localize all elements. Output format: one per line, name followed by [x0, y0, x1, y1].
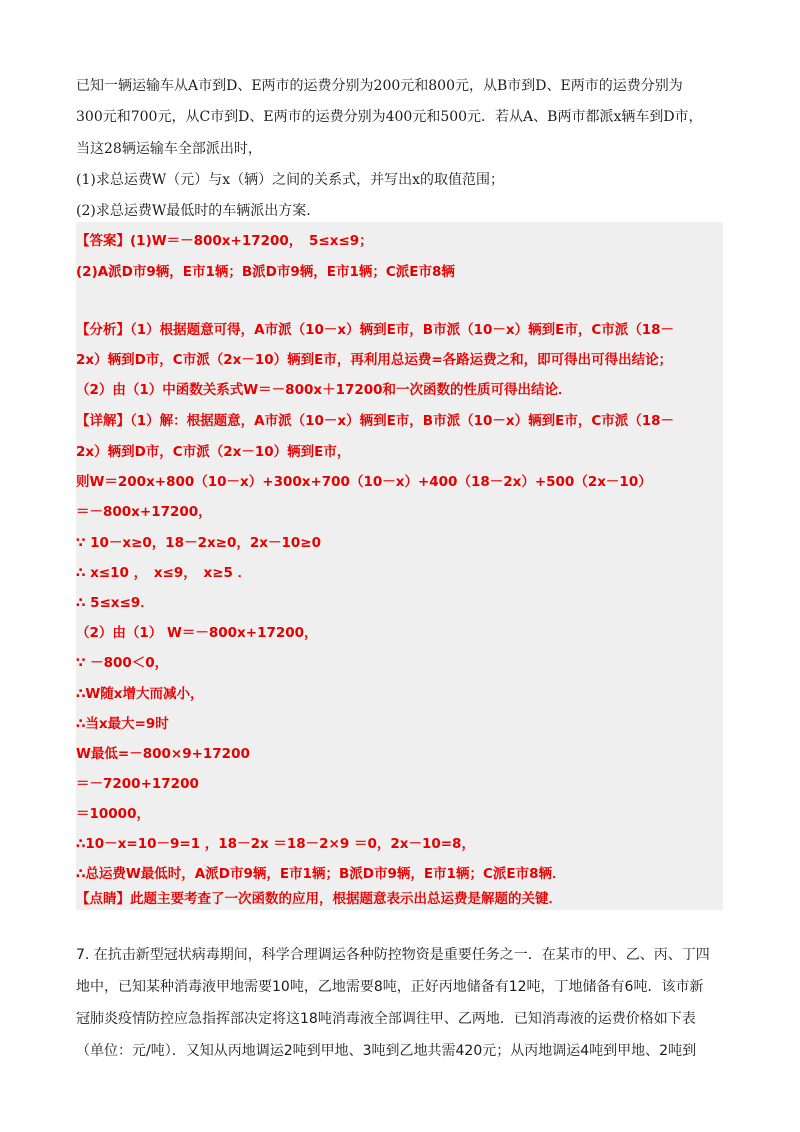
- analysis-line-2: 2x）辆到D市，C市派（2x－10）辆到E市，再利用总运费=各路运费之和，即可得出可得出结论；: [76, 352, 673, 368]
- detail-line-13: ＝－7200+17200: [76, 776, 199, 792]
- problem6-question-2: (2)求总运费W最低时的车辆派出方案．: [76, 203, 321, 219]
- detail-line-2: 2x）辆到D市，C市派（2x－10）辆到E市，: [76, 444, 351, 460]
- detail-line-8: （2）由（1） W＝－800x+17200，: [76, 625, 318, 641]
- problem6-line-3: 当这28辆运输车全部派出时，: [76, 141, 262, 157]
- problem7-line-4: （单位：元/吨）．又知从丙地调运2吨到甲地、3吨到乙地共需420元；从丙地调运4吨到甲地、2吨到: [76, 1043, 697, 1059]
- detail-line-11: ∴当x最大=9时: [76, 716, 169, 732]
- problem7-line-2: 地中，已知某种消毒液甲地需要10吨，乙地需要8吨，正好丙地储备有12吨，丁地储备有6吨．该市新: [76, 979, 704, 995]
- analysis-line-1: 【分析】（1）根据题意可得，A市派（10－x）辆到E市，B市派（10－x）辆到E市，C市派（18－: [76, 322, 675, 338]
- problem6-line-1: 已知一辆运输车从A市到D、E两市的运费分别为200元和800元，从B市到D、E两市的运费分别为: [76, 78, 683, 94]
- problem6-question-1: (1)求总运费W（元）与x（辆）之间的关系式，并写出x的取值范围；: [76, 172, 505, 188]
- detail-line-15: ∴10－x=10－9=1 ，18－2x ＝18－2×9 ＝0，2x－10=8，: [76, 836, 475, 852]
- detail-line-12: W最低=－800×9+17200: [76, 746, 250, 762]
- problem7-line-1: 7. 在抗击新型冠状病毒期间，科学合理调运各种防控物资是重要任务之一．在某市的甲、乙、丙、丁四: [76, 947, 710, 963]
- detail-line-9: ∵ －800＜0，: [76, 655, 169, 671]
- problem7-line-3: 冠肺炎疫情防控应急指挥部决定将这18吨消毒液全部调往甲、乙两地．已知消毒液的运费价格如下表: [76, 1011, 696, 1027]
- detail-line-4: ＝－800x+17200，: [76, 504, 212, 520]
- detail-line-3: 则W＝200x+800（10－x）+300x+700（10－x）+400（18－2x）+500（2x－10）: [76, 474, 652, 490]
- detail-line-6: ∴ x≤10 ， x≤9， x≥5 ．: [76, 565, 252, 581]
- detail-line-16: ∴总运费W最低时，A派D市9辆，E市1辆；B派D市9辆，E市1辆；C派E市8辆．: [76, 866, 566, 882]
- detail-line-14: ＝10000，: [76, 806, 150, 822]
- answer-line-1: 【答案】(1)W＝－800x+17200， 5≤x≤9；: [76, 233, 373, 249]
- answer-line-2: (2)A派D市9辆，E市1辆；B派D市9辆，E市1辆；C派E市8辆: [76, 264, 455, 280]
- comment-line: 【点睛】此题主要考查了一次函数的应用，根据题意表示出总运费是解题的关键．: [76, 891, 562, 907]
- problem6-line-2: 300元和700元，从C市到D、E两市的运费分别为400元和500元．若从A、B两市都派x辆车到D市，: [76, 109, 703, 125]
- detail-line-5: ∵ 10－x≥0，18－2x≥0，2x－10≥0: [76, 535, 321, 551]
- analysis-line-3: （2）由（1）中函数关系式W＝－800x＋17200和一次函数的性质可得出结论．: [76, 382, 572, 398]
- detail-line-7: ∴ 5≤x≤9．: [76, 595, 154, 611]
- detail-line-1: 【详解】（1）解：根据题意，A市派（10－x）辆到E市，B市派（10－x）辆到E市，C市派（18－: [76, 413, 675, 429]
- detail-line-10: ∴W随x增大而减小，: [76, 686, 204, 702]
